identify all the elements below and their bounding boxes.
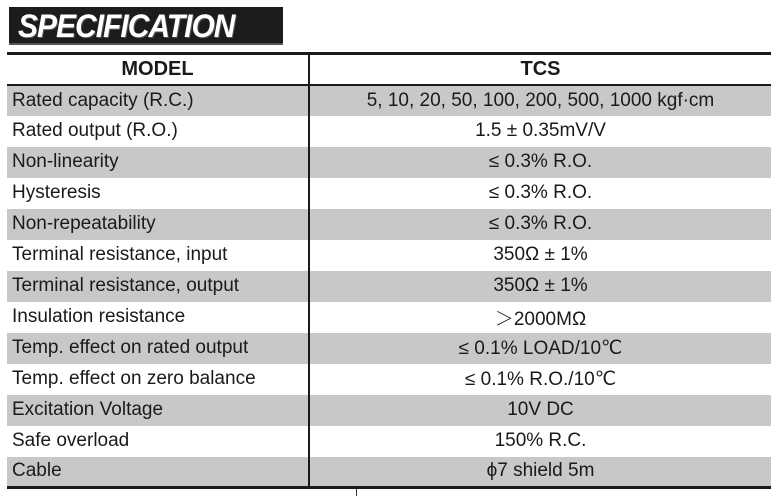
section-title-banner: [9, 7, 283, 45]
table-row: [7, 147, 771, 178]
row-value: 1.5 ± 0.35mV/V: [475, 120, 606, 141]
row-label: Temp. effect on rated output: [7, 333, 309, 364]
table-row: [7, 240, 771, 271]
column-header-model: MODEL: [7, 54, 309, 85]
table-row: [7, 395, 771, 426]
row-value: 350Ω ± 1%: [493, 244, 588, 265]
row-label: Rated capacity (R.C.): [7, 85, 309, 116]
row-value: ϕ7 shield 5m: [309, 457, 771, 488]
table-row: [7, 457, 771, 488]
row-label: Temp. effect on zero balance: [7, 364, 309, 395]
bottom-divider-tick: [356, 489, 357, 496]
table-row: [7, 116, 771, 147]
row-value: 5, 10, 20, 50, 100, 200, 500, 1000 kgf·cm: [366, 89, 715, 111]
row-label: Non-linearity: [7, 147, 309, 178]
specification-table: [7, 52, 771, 489]
row-label: Insulation resistance: [7, 302, 309, 333]
table-row: [7, 85, 771, 116]
row-label: Safe overload: [7, 426, 309, 457]
row-label: Hysteresis: [7, 178, 309, 209]
row-value: ≤ 0.3% R.O.: [488, 151, 593, 172]
row-value: ≤ 0.3% R.O.: [488, 182, 593, 203]
table-row: [7, 426, 771, 457]
row-value: ＞2000MΩ: [494, 308, 587, 330]
table-header-row: [7, 54, 771, 85]
row-value: ≤ 0.1% R.O./10℃: [464, 368, 617, 390]
section-title: SPECIFICATION: [18, 9, 235, 45]
row-value: ≤ 0.3% R.O.: [488, 213, 593, 234]
table-row: [7, 364, 771, 395]
row-label: Terminal resistance, input: [7, 240, 309, 271]
row-label: Terminal resistance, output: [7, 271, 309, 302]
table-row: [7, 178, 771, 209]
row-label: Excitation Voltage: [7, 395, 309, 426]
row-label: Non-repeatability: [7, 209, 309, 240]
table-row: [7, 209, 771, 240]
row-label: Rated output (R.O.): [7, 116, 309, 147]
row-value: 10V DC: [507, 399, 574, 420]
row-label: Cable: [7, 457, 309, 488]
table-row: [7, 333, 771, 364]
row-value: ≤ 0.1% LOAD/10℃: [458, 337, 623, 359]
table-row: [7, 271, 771, 302]
row-value: 150% R.C.: [494, 430, 587, 451]
row-value: 350Ω ± 1%: [493, 275, 588, 296]
column-header-tcs: TCS: [309, 54, 771, 85]
table-row: [7, 302, 771, 333]
